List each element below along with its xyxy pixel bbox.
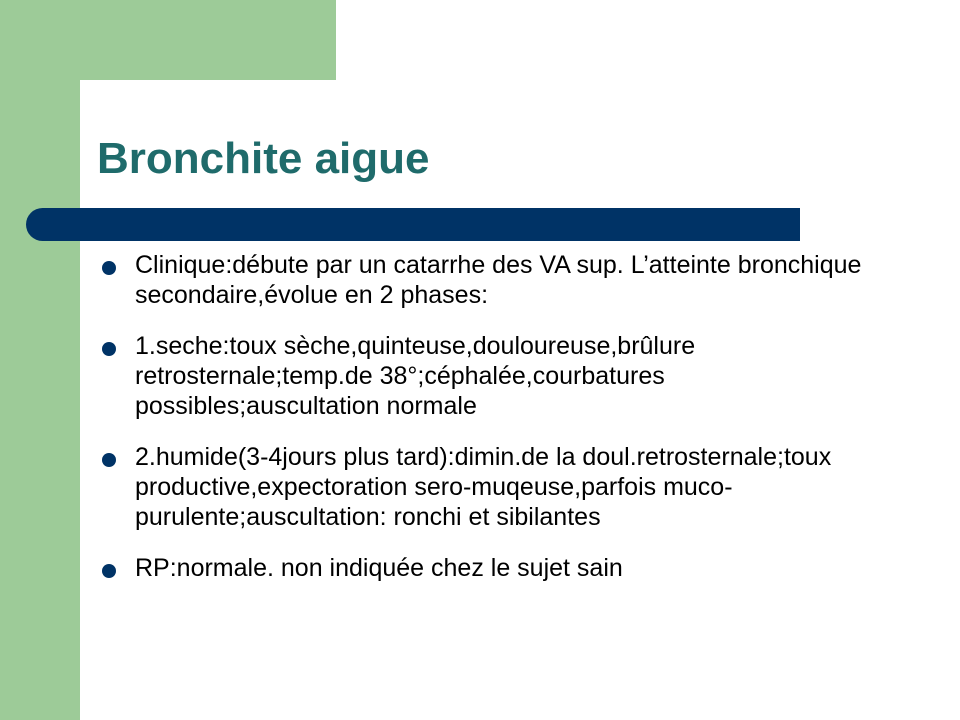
title-underline-bar [26,208,800,241]
bullet-item-rp [98,553,878,583]
bullet-dot-icon [102,453,116,467]
bullet-list [98,250,878,604]
bullet-item-phase-humide [98,442,878,532]
green-side-strip [0,0,80,720]
bullet-text: 2.humide(3-4jours plus tard):dimin.de la doul.retrosternale;toux productive,expectoration sero-muqeuse,parfois muco-purulente;auscultation: ronchi et sibilantes [135,443,832,531]
rounded-corner-decoration [80,80,140,140]
bullet-text: 1.seche:toux sèche,quinteuse,douloureuse,brûlure retrosternale;temp.de 38°;céphalée,courbatures possibles;auscultation normale [135,332,696,420]
bullet-text: Clinique:débute par un catarrhe des VA sup. L’atteinte bronchique secondaire,évolue en 2 phases: [135,251,862,309]
green-top-block [0,0,336,80]
bullet-item-phase-seche [98,331,878,421]
slide-title: Bronchite aigue [97,134,430,183]
bullet-dot-icon [102,564,116,578]
bullet-dot-icon [102,342,116,356]
bullet-text: RP:normale. non indiquée chez le sujet sain [135,554,623,582]
bullet-dot-icon [102,261,116,275]
bullet-item-clinique [98,250,878,310]
